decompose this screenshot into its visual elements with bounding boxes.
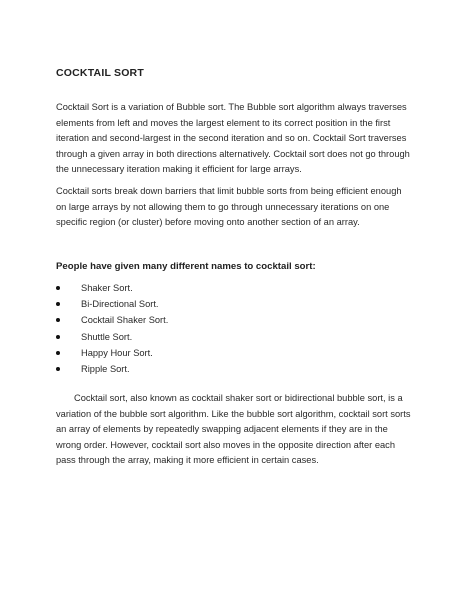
bubble-sort-term: Bubble sort — [176, 102, 224, 112]
names-list — [56, 280, 168, 377]
list-item-label: Shuttle Sort. — [81, 331, 133, 342]
list-item-label: Ripple Sort. — [81, 363, 130, 374]
efficiency-paragraph — [56, 184, 428, 231]
list-item-label: Bi-Directional Sort. — [81, 299, 159, 310]
intro-line-1-start: Cocktail Sort is a variation of — [56, 102, 177, 112]
intro-line-4: through a given array in both directions alternatively. Cocktail sort does not go through — [56, 148, 410, 159]
list-item-label: Happy Hour Sort. — [81, 347, 153, 358]
intro-line-2: elements from left and moves the largest element to its correct position in the first — [56, 117, 391, 128]
list-item-label: Cocktail Shaker Sort. — [81, 315, 169, 326]
list-item — [56, 296, 168, 312]
intro-line-1-end: . The Bubble sort algorithm always traverses — [223, 102, 407, 112]
intro-line-5: the unnecessary iteration making it efficient for large arrays. — [56, 164, 302, 174]
summary-line-3: an array of elements by repeatedly swapping adjacent elements if they are in the — [56, 424, 388, 434]
bullet-icon — [56, 286, 60, 290]
bullet-icon — [56, 318, 60, 322]
list-item — [56, 280, 168, 296]
bullet-icon — [56, 335, 60, 339]
summary-line-2: variation of the bubble sort algorithm. Like the bubble sort algorithm, cocktail sort sorts — [56, 408, 411, 419]
list-item — [56, 312, 168, 328]
list-item — [56, 361, 168, 377]
summary-paragraph — [56, 391, 428, 469]
intro-line-3: iteration and second-largest in the second iteration and so on. Cocktail Sort traverses — [56, 133, 407, 143]
bullet-icon — [56, 351, 60, 355]
list-item — [56, 345, 168, 361]
bullet-icon — [56, 367, 60, 371]
summary-line-4: wrong order. However, cocktail sort also moves in the opposite direction after each — [56, 439, 395, 450]
intro-paragraph — [56, 100, 428, 178]
list-item-label: Shaker Sort. — [81, 283, 133, 293]
summary-line-5: pass through the array, making it more efficient in certain cases. — [56, 455, 319, 465]
efficiency-line-1: Cocktail sorts break down barriers that limit bubble sorts from being efficient enough — [56, 186, 402, 196]
efficiency-line-2: on large arrays by not allowing them to go through unnecessary iterations on one — [56, 201, 390, 212]
summary-line-1: Cocktail sort, also known as cocktail shaker sort or bidirectional bubble sort, is a — [74, 393, 403, 403]
bullet-icon — [56, 302, 60, 306]
list-item — [56, 329, 168, 345]
names-heading: People have given many different names to cocktail sort: — [56, 261, 316, 272]
efficiency-line-3: specific region (or cluster) before moving onto another section of an array. — [56, 217, 360, 227]
document-title: COCKTAIL SORT — [56, 67, 144, 79]
